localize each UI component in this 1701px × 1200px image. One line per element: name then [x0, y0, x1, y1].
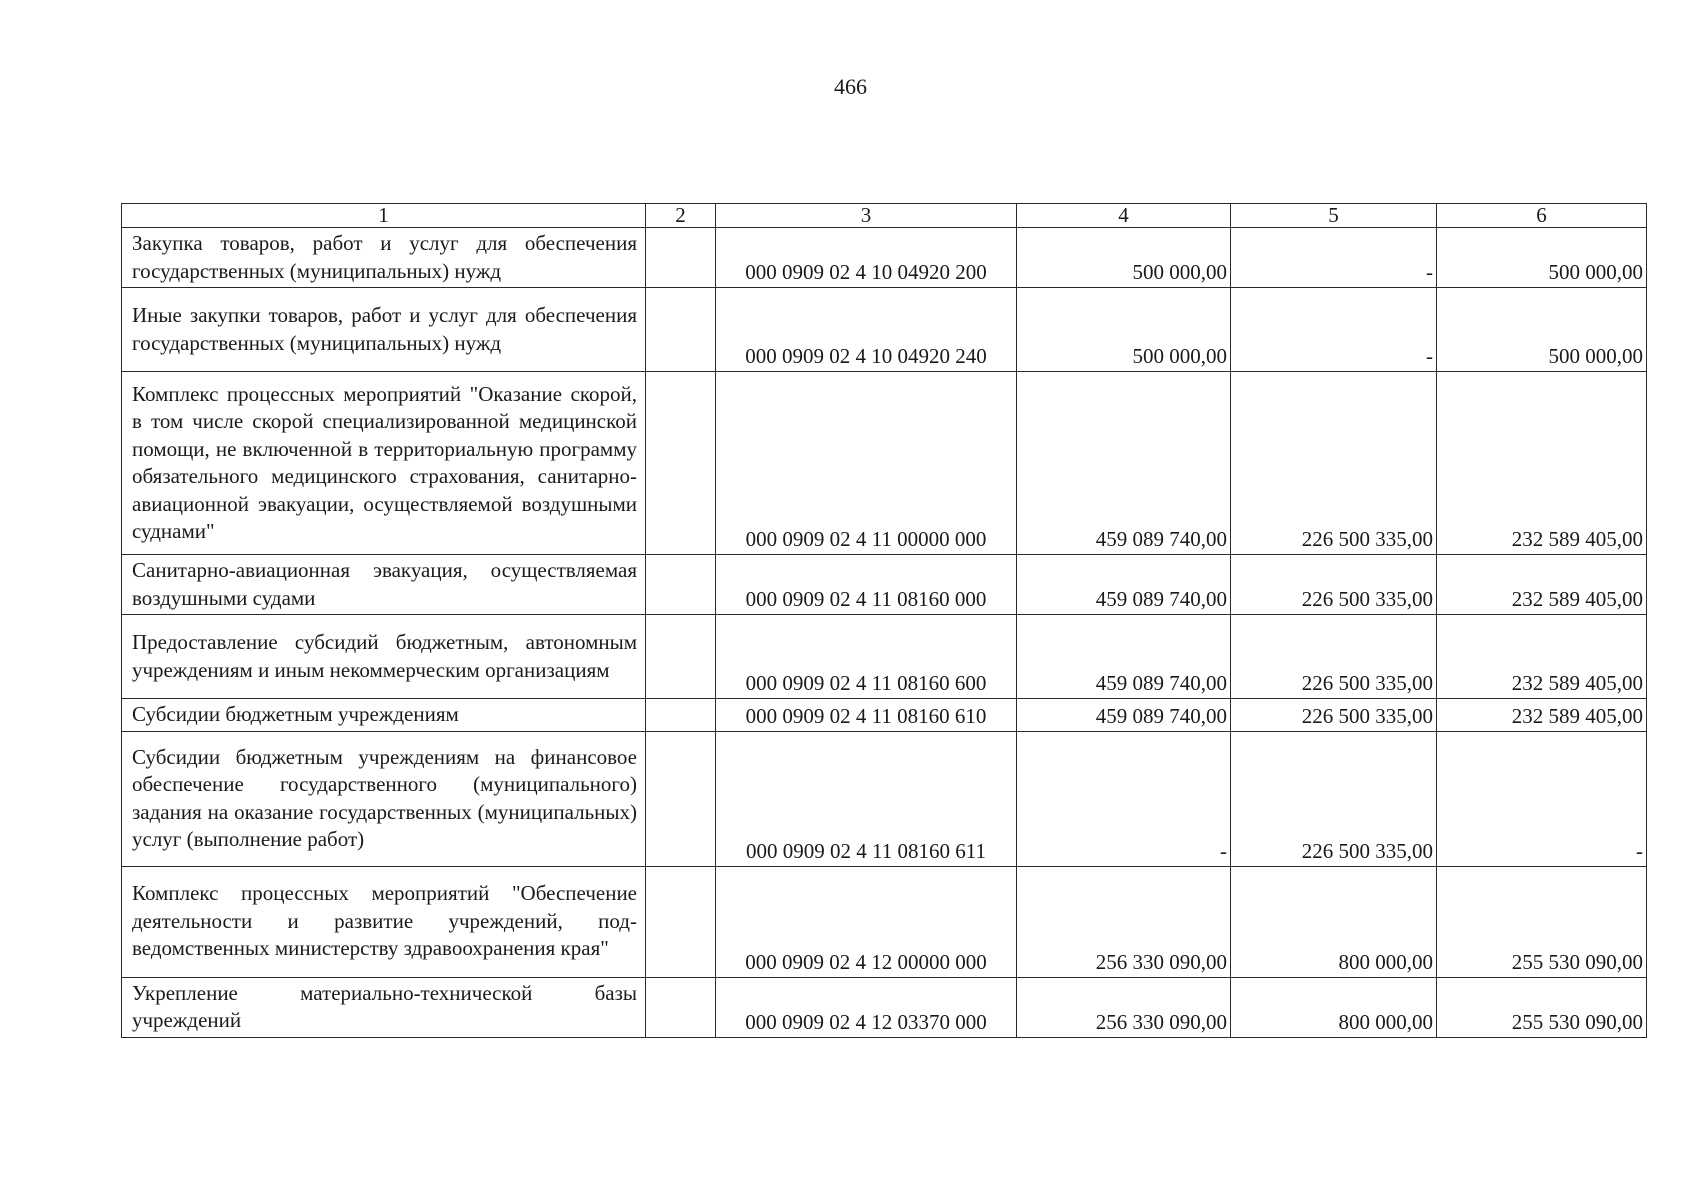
row-col6-value: 232 589 405,00: [1437, 699, 1647, 732]
row-col5-value: 226 500 335,00: [1231, 372, 1437, 555]
table-row: [122, 228, 1647, 288]
row-code-cell: 000 0909 02 4 12 03370 000: [716, 977, 1017, 1037]
row-col6-value: 500 000,00: [1437, 228, 1647, 288]
row-col4-value: 500 000,00: [1017, 288, 1231, 372]
table-row: [122, 731, 1647, 866]
row-col5-value: 226 500 335,00: [1231, 699, 1437, 732]
row-name-cell: Укрепление материально-технической базы учреждений: [122, 977, 646, 1037]
row-col4-value: 459 089 740,00: [1017, 615, 1231, 699]
row-col5-value: -: [1231, 288, 1437, 372]
row-col4-value: 459 089 740,00: [1017, 555, 1231, 615]
row-code-cell: 000 0909 02 4 11 08160 611: [716, 731, 1017, 866]
row-code-cell: 000 0909 02 4 11 08160 610: [716, 699, 1017, 732]
row-col4-value: 500 000,00: [1017, 228, 1231, 288]
row-col2-cell: [646, 731, 716, 866]
table-row: [122, 866, 1647, 977]
row-name-cell: Комплекс процессных мероприятий "Оказание скорой, в том числе скорой специализированной медицинской помощи, не включенной в территориальную программу обязательного медицинского страхования, санитарно-авиационной эвакуации, осуществляемой воздушными суднами": [122, 372, 646, 555]
row-col5-value: 226 500 335,00: [1231, 555, 1437, 615]
row-name-cell: Предоставление субсидий бюджетным, автономным учреждениям и иным некоммерческим организациям: [122, 615, 646, 699]
row-col5-value: 226 500 335,00: [1231, 731, 1437, 866]
header-cell: 3: [716, 204, 1017, 228]
page-number: 466: [834, 74, 867, 99]
row-name-cell: Субсидии бюджетным учреждениям: [122, 699, 646, 732]
row-col2-cell: [646, 372, 716, 555]
row-col4-value: -: [1017, 731, 1231, 866]
row-col4-value: 459 089 740,00: [1017, 372, 1231, 555]
row-code-cell: 000 0909 02 4 11 08160 000: [716, 555, 1017, 615]
row-col2-cell: [646, 615, 716, 699]
table-row: [122, 555, 1647, 615]
row-col4-value: 459 089 740,00: [1017, 699, 1231, 732]
header-cell: 4: [1017, 204, 1231, 228]
table-header-row: [122, 204, 1647, 228]
table-row: [122, 699, 1647, 732]
row-col2-cell: [646, 977, 716, 1037]
row-col6-value: 232 589 405,00: [1437, 615, 1647, 699]
row-name-cell: Санитарно-авиационная эвакуация, осуществляемая воздушными судами: [122, 555, 646, 615]
row-name-cell: Субсидии бюджетным учреждениям на финансовое обеспечение государственного (муниципального) задания на оказание государственных (муниципальных) услуг (выполнение работ): [122, 731, 646, 866]
row-col5-value: 800 000,00: [1231, 977, 1437, 1037]
row-col5-value: 800 000,00: [1231, 866, 1437, 977]
row-col6-value: -: [1437, 731, 1647, 866]
row-col6-value: 232 589 405,00: [1437, 372, 1647, 555]
table-row: [122, 615, 1647, 699]
row-col5-value: 226 500 335,00: [1231, 615, 1437, 699]
row-col6-value: 500 000,00: [1437, 288, 1647, 372]
row-col2-cell: [646, 228, 716, 288]
row-name-cell: Комплекс процессных мероприятий "Обеспечение деятельности и развитие учреждений, подведомственных министерству здравоохранения края": [122, 866, 646, 977]
row-col2-cell: [646, 555, 716, 615]
header-cell: 1: [122, 204, 646, 228]
row-col2-cell: [646, 866, 716, 977]
row-col5-value: -: [1231, 228, 1437, 288]
row-name-cell: Закупка товаров, работ и услуг для обеспечения государственных (муниципальных) нужд: [122, 228, 646, 288]
row-code-cell: 000 0909 02 4 10 04920 200: [716, 228, 1017, 288]
row-col6-value: 255 530 090,00: [1437, 977, 1647, 1037]
row-col4-value: 256 330 090,00: [1017, 977, 1231, 1037]
row-col2-cell: [646, 699, 716, 732]
table-row: [122, 372, 1647, 555]
header-cell: 5: [1231, 204, 1437, 228]
row-code-cell: 000 0909 02 4 11 08160 600: [716, 615, 1017, 699]
row-code-cell: 000 0909 02 4 11 00000 000: [716, 372, 1017, 555]
table-body: [122, 204, 1647, 1038]
row-code-cell: 000 0909 02 4 12 00000 000: [716, 866, 1017, 977]
header-cell: 2: [646, 204, 716, 228]
budget-table: [121, 203, 1647, 1038]
table-row: [122, 288, 1647, 372]
row-col4-value: 256 330 090,00: [1017, 866, 1231, 977]
row-col6-value: 255 530 090,00: [1437, 866, 1647, 977]
header-cell: 6: [1437, 204, 1647, 228]
row-name-cell: Иные закупки товаров, работ и услуг для обеспечения государственных (муниципальных) нужд: [122, 288, 646, 372]
row-col6-value: 232 589 405,00: [1437, 555, 1647, 615]
row-code-cell: 000 0909 02 4 10 04920 240: [716, 288, 1017, 372]
row-col2-cell: [646, 288, 716, 372]
table-row: [122, 977, 1647, 1037]
